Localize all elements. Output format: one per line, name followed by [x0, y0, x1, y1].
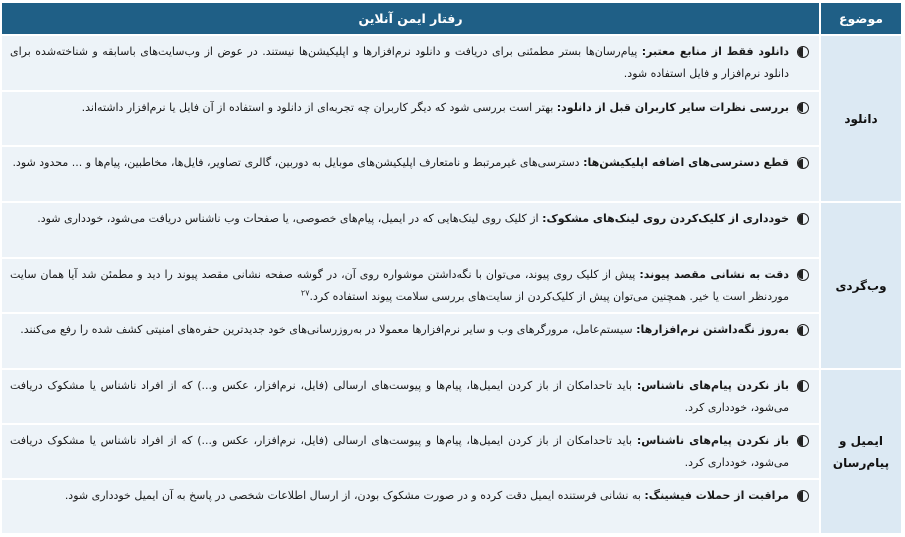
bullet-icon	[797, 380, 809, 392]
topic-column-header: موضوع	[821, 3, 901, 34]
section-label: ایمیل و پیام‌رسان	[821, 370, 901, 533]
item-lead: مراقبت از حملات فیشینگ:	[644, 489, 789, 502]
section-rows	[2, 370, 819, 533]
bullet-icon	[797, 213, 809, 225]
footnote-marker: ۲۷	[300, 288, 310, 298]
item-lead: باز نکردن پیام‌های ناشناس:	[636, 434, 789, 447]
list-item	[2, 314, 819, 368]
list-item	[2, 480, 819, 533]
bullet-icon	[797, 46, 809, 58]
item-lead: دقت به نشانی مقصد پیوند:	[639, 267, 789, 281]
list-item	[2, 36, 819, 90]
bullet-icon	[797, 324, 809, 336]
section-download	[2, 36, 901, 201]
list-item	[2, 425, 819, 478]
bullet-icon	[797, 490, 809, 502]
list-item	[2, 203, 819, 257]
bullet-icon	[797, 102, 809, 114]
section-rows	[2, 36, 819, 201]
list-item	[2, 259, 819, 313]
item-lead: خودداری از کلیک‌کردن روی لینک‌های مشکوک:	[542, 212, 789, 225]
list-item	[2, 92, 819, 146]
item-text: به نشانی فرستنده ایمیل دقت کرده و در صورت مشکوک بودن، از ارسال اطلاعات شخصی در پاسخ به آن ایمیل خودداری شود.	[64, 489, 645, 502]
item-text: باید تاحدامکان از باز کردن ایمیل‌ها، پیام‌ها و پیوست‌های ارسالی (فایل، نرم‌افزار، عکس و...) که از افراد ناشناس یا مشکوک دریافت می‌شود، خودداری کرد.	[10, 434, 789, 469]
section-rows	[2, 203, 819, 368]
section-web-browsing	[2, 203, 901, 368]
item-lead: باز نکردن پیام‌های ناشناس:	[636, 379, 789, 392]
item-lead: دانلود فقط از منابع معتبر:	[641, 45, 789, 58]
bullet-icon	[797, 269, 809, 281]
list-item	[2, 147, 819, 201]
item-text: پیام‌رسان‌ها بستر مطمئنی برای دریافت و دانلود نرم‌افزارها و اپلیکیشن‌ها نیستند. در عوض از وب‌سایت‌های باسابقه و شناخته‌شده برای دانلود نرم‌افزار و فایل استفاده شود.	[10, 45, 789, 80]
safe-online-behavior-table	[2, 3, 901, 533]
item-text: از کلیک روی لینک‌هایی که در ایمیل، پیام‌های خصوصی، یا صفحات وب ناشناس دریافت می‌شود، خودداری شود.	[37, 212, 543, 225]
item-lead: بررسی نظرات سایر کاربران قبل از دانلود:	[556, 100, 789, 114]
list-item	[2, 370, 819, 423]
section-email-messenger	[2, 370, 901, 533]
item-text: پیش از کلیک روی پیوند، می‌توان با نگه‌داشتن موشواره روی آن، در گوشه صفحه نشانی مقصد پیوند را دید و مطمئن شد آیا همان سایت موردنظر است یا خیر. همچنین می‌توان پیش از کلیک‌کردن از سایت‌های بررسی سلامت پیوند استفاده کرد.	[10, 267, 789, 303]
item-text: بهتر است بررسی شود که دیگر کاربران چه تجربه‌ای از دانلود و استفاده از آن فایل یا نرم‌افزار داشته‌اند.	[81, 100, 557, 114]
bullet-icon	[797, 157, 809, 169]
item-text: باید تاحدامکان از باز کردن ایمیل‌ها، پیام‌ها و پیوست‌های ارسالی (فایل، نرم‌افزار، عکس و...) که از افراد ناشناس یا مشکوک دریافت می‌شود، خودداری کرد.	[10, 379, 789, 414]
item-lead: قطع دسترسی‌های اضافه اپلیکیشن‌ها:	[583, 156, 789, 170]
item-lead: به‌روز نگه‌داشتن نرم‌افزارها:	[636, 323, 789, 337]
item-text: دسترسی‌های غیرمرتبط و نامتعارف اپلیکیشن‌های موبایل به دوربین، گالری تصاویر، فایل‌ها، مخاطبین، پیام‌ها و ... محدود شود.	[12, 156, 584, 170]
item-text: سیستم‌عامل، مرورگرهای وب و سایر نرم‌افزارها معمولا در به‌روزرسانی‌های خود جدیدترین حفره‌های امنیتی کشف شده را رفع می‌کنند.	[20, 323, 637, 337]
section-label: وب‌گردی	[821, 203, 901, 368]
section-label: دانلود	[821, 36, 901, 201]
main-column-header: رفتار ایمن آنلاین	[2, 3, 819, 34]
bullet-icon	[797, 435, 809, 447]
